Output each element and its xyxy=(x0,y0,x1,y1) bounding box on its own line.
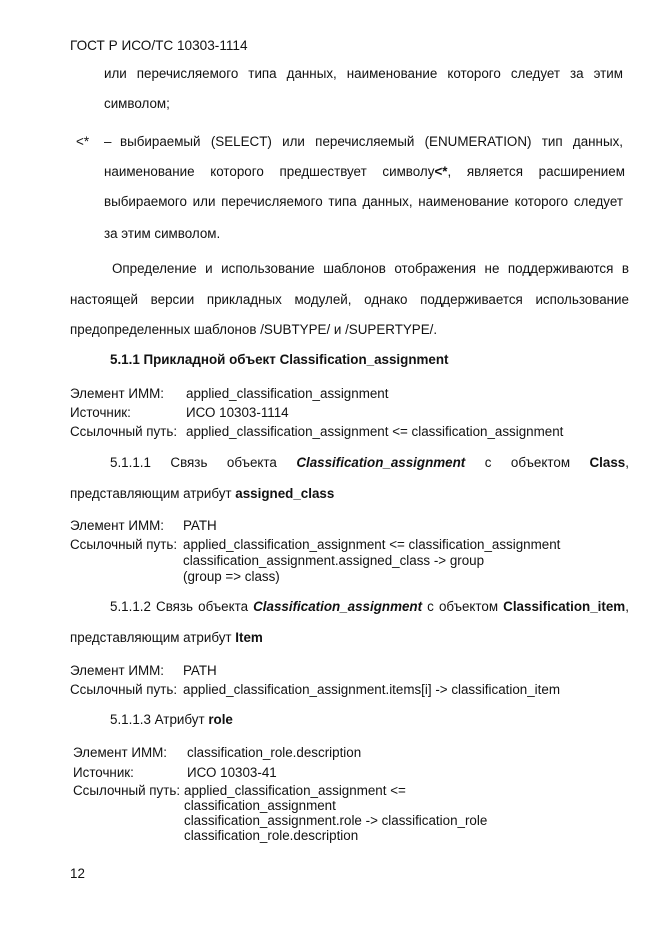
ref-path-value: applied_classification_assignment <= classification_assignment xyxy=(186,424,564,439)
ref-path-label: Ссылочный путь: xyxy=(73,783,181,798)
heading-word: с xyxy=(484,455,492,470)
section-5-1-1-2-line-2 xyxy=(70,630,263,645)
ref-path-line: classification_assignment xyxy=(184,798,336,813)
intro-line-4-rest: , является расширением xyxy=(447,164,625,179)
attribute-name: role xyxy=(208,712,233,727)
intro-line-1: или перечисляемого типа данных, наименование которого следует за этим xyxy=(104,66,623,81)
section-num: 5.1.1.2 xyxy=(110,599,151,614)
attribute-name: Item xyxy=(235,630,263,645)
ref-path-line: (group => class) xyxy=(183,569,280,584)
imm-label: Элемент ИММ: xyxy=(70,386,164,401)
ref-path-label: Ссылочный путь: xyxy=(70,537,178,552)
heading-word: объекта xyxy=(198,599,249,614)
source-value: ИСО 10303-1114 xyxy=(186,405,289,420)
inline-symbol: <* xyxy=(434,164,448,179)
para-line-1: Определение и использование шаблонов отображения не поддерживаются в xyxy=(112,261,629,276)
attribute-name: assigned_class xyxy=(235,486,335,501)
source-label: Источник: xyxy=(73,765,134,780)
imm-label: Элемент ИММ: xyxy=(70,518,164,533)
section-5-1-1-heading xyxy=(110,352,449,367)
ref-path-line: applied_classification_assignment <= xyxy=(184,783,406,798)
ref-path-line: classification_role.description xyxy=(184,828,359,843)
source-value: ИСО 10303-41 xyxy=(187,765,277,780)
ref-path-line: applied_classification_assignment <= classification_assignment xyxy=(183,537,561,552)
ref-path-label: Ссылочный путь: xyxy=(70,682,178,697)
heading-word: Связь xyxy=(170,455,208,470)
heading-tail: , xyxy=(625,455,629,470)
target-object xyxy=(503,599,629,614)
para-line-2: настоящей версии прикладных модулей, однако поддерживается использование xyxy=(70,292,629,307)
line-prefix: представляющим атрибут xyxy=(70,630,232,645)
heading-prefix: 5.1.1.3 Атрибут xyxy=(110,712,205,727)
list-dash: – xyxy=(104,134,112,149)
imm-value: classification_role.description xyxy=(187,745,362,760)
intro-line-4 xyxy=(104,164,623,179)
intro-line-2: символом; xyxy=(104,96,170,111)
imm-value: PATH xyxy=(183,663,217,678)
ref-path-value: applied_classification_assignment.items[i] -> classification_item xyxy=(183,682,560,697)
section-5-1-1-1-line-2 xyxy=(70,486,334,501)
intro-line-3: выбираемый (SELECT) или перечисляемый (ENUMERATION) тип данных, xyxy=(120,134,623,149)
imm-label: Элемент ИММ: xyxy=(70,663,164,678)
imm-value: applied_classification_assignment xyxy=(186,386,389,401)
imm-value: PATH xyxy=(183,518,217,533)
section-5-1-1-1-heading xyxy=(110,455,629,470)
ref-path-label: Ссылочный путь: xyxy=(70,424,178,439)
heading-word: Связь xyxy=(156,599,194,614)
intro-line-4-text: наименование которого предшествует символу xyxy=(104,164,435,179)
heading-word: с xyxy=(427,599,434,614)
line-prefix: представляющим атрибут xyxy=(70,486,232,501)
section-5-1-1-3-heading xyxy=(110,712,233,727)
intro-line-5: выбираемого или перечисляемого типа данных, наименование которого следует xyxy=(104,194,623,209)
heading-word: объекта xyxy=(226,455,277,470)
object-name: Classification_assignment xyxy=(253,599,423,614)
ref-path-line: classification_assignment.role -> classification_role xyxy=(184,813,488,828)
section-num: 5.1.1.1 xyxy=(110,455,151,470)
object-name: Classification_assignment xyxy=(296,455,466,470)
section-5-1-1-prefix: 5.1.1 Прикладной объект xyxy=(110,352,276,367)
target-name: Class xyxy=(589,455,626,470)
para-line-3: предопределенных шаблонов /SUBTYPE/ и /SUPERTYPE/. xyxy=(70,322,438,337)
imm-label: Элемент ИММ: xyxy=(73,745,167,760)
heading-word: объектом xyxy=(510,455,571,470)
section-5-1-1-name: Classification_assignment xyxy=(279,352,449,367)
intro-line-6: за этим символом. xyxy=(104,226,221,241)
source-label: Источник: xyxy=(70,405,131,420)
ref-path-line: classification_assignment.assigned_class -> group xyxy=(183,553,485,568)
target-object xyxy=(590,455,629,470)
heading-tail: , xyxy=(625,599,629,614)
section-5-1-1-2-heading xyxy=(110,599,629,614)
intro-line-4-tail xyxy=(434,164,624,179)
document-header: ГОСТ Р ИСО/ТС 10303-1114 xyxy=(70,38,248,53)
heading-word: объектом xyxy=(438,599,499,614)
page-number: 12 xyxy=(70,866,85,881)
target-name: Classification_item xyxy=(503,599,626,614)
select-symbol: <* xyxy=(76,134,90,149)
